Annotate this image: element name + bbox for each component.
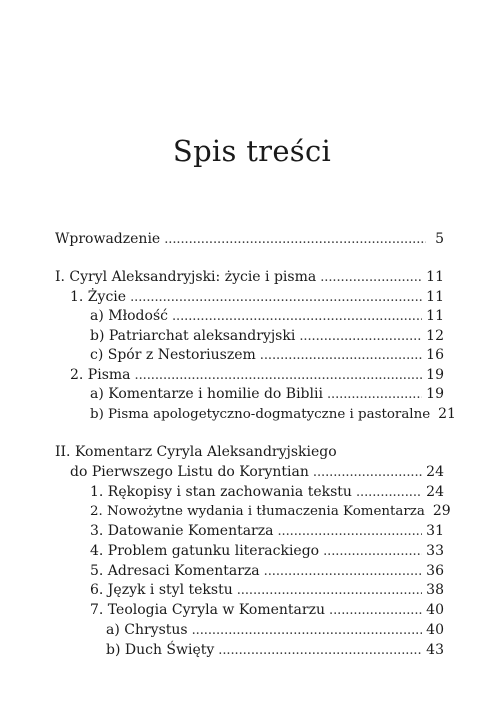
toc-entry-page: 29 (432, 503, 451, 519)
toc-entry-part-2[interactable] (70, 462, 444, 482)
toc-entry-label: b) Duch Święty (106, 642, 215, 658)
toc-entry-1-1-a[interactable] (90, 306, 444, 326)
toc-entry-page: 19 (426, 367, 444, 383)
toc-entry-part-2-heading[interactable] (55, 442, 337, 462)
toc-entry-label: a) Chrystus (106, 622, 188, 638)
toc-leader-dots (277, 522, 422, 542)
toc-entry-page: 11 (426, 289, 444, 305)
toc-entry-1-1-b[interactable] (90, 326, 444, 346)
toc-entry-1-2-a[interactable] (90, 384, 444, 404)
toc-entry-1-2[interactable] (70, 365, 444, 385)
toc-entry-label: 4. Problem gatunku literackiego (90, 543, 320, 559)
toc-entry-1-1-c[interactable] (90, 345, 444, 365)
toc-leader-dots (264, 562, 423, 582)
toc-entry-label: Wprowadzenie (55, 231, 161, 247)
toc-entry-page: 19 (426, 386, 444, 402)
toc-entry-page: 24 (426, 484, 444, 500)
toc-leader-dots (164, 230, 426, 250)
toc-entry-introduction[interactable] (55, 229, 444, 249)
toc-leader-dots (260, 346, 422, 366)
toc-leader-dots (192, 621, 423, 641)
toc-leader-dots (329, 601, 422, 621)
toc-entry-label: b) Patriarchat aleksandryjski (90, 328, 296, 344)
toc-entry-label: 7. Teologia Cyryla w Komentarzu (90, 602, 325, 618)
page-title: Spis treści (172, 134, 332, 168)
toc-entry-2-7-a[interactable] (106, 620, 444, 640)
toc-entry-label: I. Cyryl Aleksandryjski: życie i pisma (55, 269, 317, 285)
toc-entry-label: b) Pisma apologetyczno-dogmatyczne i pastoralne (90, 407, 431, 422)
toc-entry-label: 1. Życie (70, 289, 127, 305)
toc-entry-page: 24 (426, 464, 444, 480)
toc-entry-2-1[interactable] (90, 482, 444, 502)
toc-leader-dots (237, 581, 422, 601)
toc-entry-page: 40 (426, 622, 444, 638)
toc-leader-dots (299, 327, 422, 347)
toc-entry-page: 11 (426, 269, 444, 285)
toc-leader-dots (218, 641, 422, 661)
toc-entry-label: 1. Rękopisy i stan zachowania tekstu (90, 484, 352, 500)
toc-entry-2-5[interactable] (90, 561, 444, 581)
toc-entry-page: 31 (426, 523, 444, 539)
toc-entry-label: 3. Datowanie Komentarza (90, 523, 274, 539)
toc-entry-1-2-b[interactable] (90, 404, 456, 424)
toc-leader-dots (327, 385, 422, 405)
toc-entry-page: 43 (426, 642, 444, 658)
toc-entry-page: 36 (426, 563, 444, 579)
toc-entry-page: 40 (426, 602, 444, 618)
toc-entry-label: 6. Język i styl tekstu (90, 582, 233, 598)
toc-leader-dots (130, 288, 422, 308)
toc-entry-label: 2. Nowożytne wydania i tłumaczenia Komentarza (90, 504, 425, 519)
toc-entry-page: 16 (426, 347, 444, 363)
toc-leader-dots (320, 268, 422, 288)
toc-entry-page: 11 (426, 308, 444, 324)
toc-entry-2-2[interactable] (90, 501, 451, 521)
toc-entry-label: II. Komentarz Cyryla Aleksandryjskiego (55, 444, 337, 460)
toc-entry-2-4[interactable] (90, 541, 444, 561)
toc-entry-page: 12 (426, 328, 444, 344)
toc-entry-page: 33 (426, 543, 444, 559)
toc-entry-label: c) Spór z Nestoriuszem (90, 347, 256, 363)
toc-leader-dots (135, 366, 423, 386)
toc-entry-2-7-b[interactable] (106, 640, 444, 660)
toc-entry-2-7[interactable] (90, 600, 444, 620)
toc-entry-label: do Pierwszego Listu do Koryntian (70, 464, 309, 480)
toc-entry-2-3[interactable] (90, 521, 444, 541)
toc-entry-1-1[interactable] (70, 287, 444, 307)
toc-leader-dots (323, 542, 422, 562)
toc-entry-label: a) Komentarze i homilie do Biblii (90, 386, 323, 402)
toc-entry-part-1[interactable] (55, 267, 444, 287)
toc-leader-dots (172, 307, 422, 327)
toc-entry-page: 38 (426, 582, 444, 598)
toc-leader-dots (356, 483, 422, 503)
toc-entry-label: 5. Adresaci Komentarza (90, 563, 260, 579)
toc-entry-label: 2. Pisma (70, 367, 131, 383)
toc-entry-label: a) Młodość (90, 308, 168, 324)
toc-entry-page: 5 (435, 231, 444, 247)
toc-entry-page: 21 (438, 406, 456, 422)
toc-entry-2-6[interactable] (90, 580, 444, 600)
toc-leader-dots (313, 463, 422, 483)
